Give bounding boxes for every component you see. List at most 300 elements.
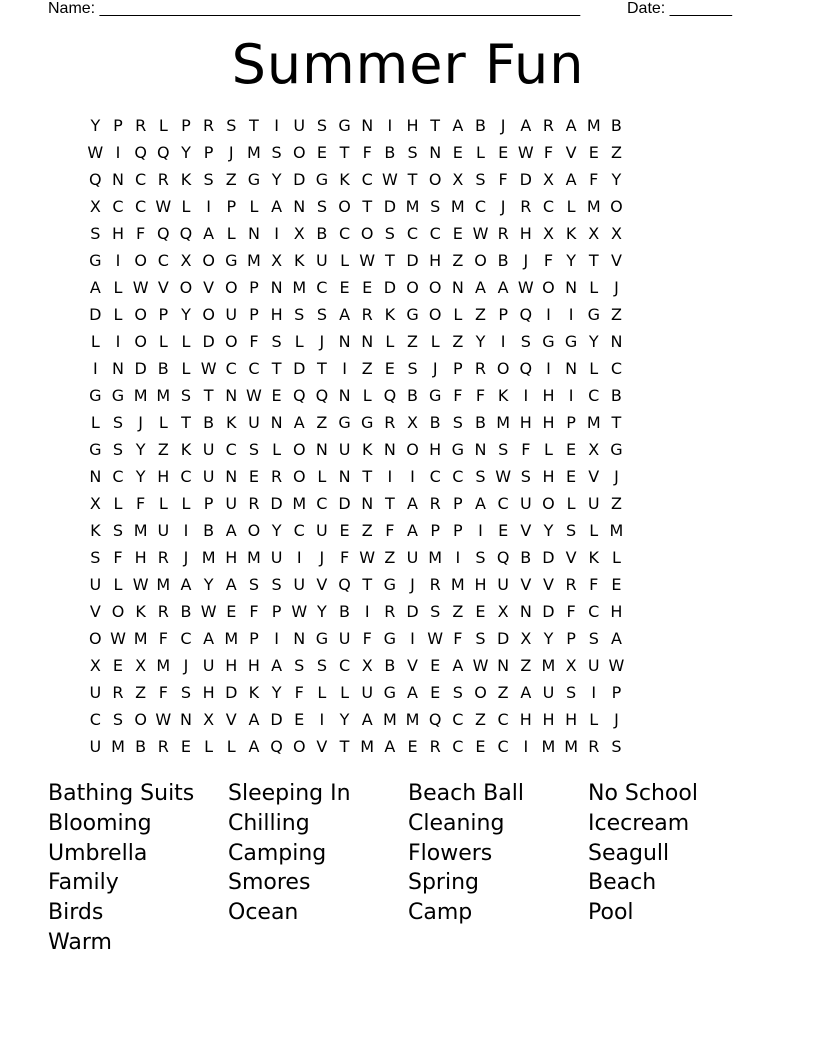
grid-letter: R xyxy=(157,737,169,756)
grid-letter: C xyxy=(180,629,192,648)
grid-letter: F xyxy=(362,629,372,648)
grid-letter: S xyxy=(271,332,282,351)
grid-letter: C xyxy=(361,170,373,189)
grid-letter: X xyxy=(271,251,283,270)
grid-letter: R xyxy=(157,170,169,189)
grid-letter: L xyxy=(589,521,599,540)
grid-letter: F xyxy=(136,224,146,243)
grid-row xyxy=(84,517,734,544)
grid-letter: E xyxy=(566,467,577,486)
grid-letter: Z xyxy=(157,440,169,459)
grid-letter: V xyxy=(225,710,237,729)
grid-letter: W xyxy=(200,602,217,621)
grid-letter: U xyxy=(202,467,215,486)
grid-letter: M xyxy=(247,548,261,567)
grid-letter: Z xyxy=(316,413,328,432)
grid-letter: D xyxy=(383,278,397,297)
grid-letter: N xyxy=(293,197,306,216)
grid-letter: N xyxy=(451,278,464,297)
grid-letter: Z xyxy=(475,305,486,324)
grid-letter: A xyxy=(475,494,486,513)
grid-letter: W xyxy=(472,656,489,675)
grid-letter: P xyxy=(113,116,123,135)
grid-letter: F xyxy=(362,143,372,162)
grid-letter: Z xyxy=(452,332,464,351)
grid-letter: H xyxy=(519,224,532,243)
grid-letter: Q xyxy=(89,170,102,189)
grid-letter: I xyxy=(591,683,597,702)
grid-letter: Z xyxy=(610,305,622,324)
grid-letter: L xyxy=(113,575,123,594)
grid-row xyxy=(84,436,734,463)
grid-letter: F xyxy=(113,548,123,567)
grid-letter: B xyxy=(474,413,486,432)
grid-letter: X xyxy=(89,656,101,675)
grid-letter: F xyxy=(385,521,395,540)
grid-letter: Z xyxy=(475,710,486,729)
grid-letter: Y xyxy=(271,170,282,189)
grid-letter: B xyxy=(316,224,328,243)
grid-letter: P xyxy=(611,683,622,702)
grid-letter: H xyxy=(202,683,215,702)
grid-letter: U xyxy=(519,494,532,513)
grid-letter: L xyxy=(589,359,599,378)
grid-letter: S xyxy=(520,467,531,486)
grid-letter: P xyxy=(249,305,259,324)
grid-letter: E xyxy=(339,278,350,297)
grid-letter: X xyxy=(520,629,532,648)
grid-letter: X xyxy=(588,440,600,459)
grid-letter: D xyxy=(89,305,102,324)
grid-letter: S xyxy=(226,116,237,135)
grid-letter: I xyxy=(319,710,325,729)
grid-letter: D xyxy=(134,359,147,378)
grid-letter: N xyxy=(89,467,102,486)
grid-letter: P xyxy=(453,494,463,513)
grid-letter: W xyxy=(132,278,149,297)
grid-letter: S xyxy=(475,170,486,189)
grid-letter: B xyxy=(520,548,532,567)
grid-letter: Z xyxy=(610,143,622,162)
grid-letter: Y xyxy=(543,629,554,648)
grid-letter: Q xyxy=(338,575,351,594)
grid-letter: E xyxy=(339,521,350,540)
grid-letter: M xyxy=(586,197,601,216)
grid-letter: A xyxy=(180,575,192,594)
grid-letter: M xyxy=(586,116,601,135)
grid-letter: Z xyxy=(361,521,373,540)
grid-letter: Y xyxy=(339,710,350,729)
grid-letter: O xyxy=(406,278,419,297)
grid-letter: H xyxy=(406,116,419,135)
grid-letter: S xyxy=(475,467,486,486)
grid-letter: I xyxy=(274,116,279,135)
word-list-item: Icecream xyxy=(588,810,690,836)
grid-letter: L xyxy=(113,305,123,324)
grid-letter: D xyxy=(496,629,510,648)
grid-letter: U xyxy=(89,575,102,594)
grid-letter: S xyxy=(271,575,282,594)
grid-letter: L xyxy=(543,440,553,459)
grid-letter: L xyxy=(317,683,327,702)
grid-letter: O xyxy=(224,278,238,297)
grid-letter: N xyxy=(338,467,351,486)
grid-letter: X xyxy=(293,224,305,243)
grid-letter: C xyxy=(610,359,622,378)
grid-row xyxy=(84,733,734,760)
grid-letter: M xyxy=(111,737,125,756)
grid-letter: L xyxy=(294,332,304,351)
grid-letter: A xyxy=(384,737,396,756)
grid-letter: T xyxy=(588,251,599,270)
grid-letter: P xyxy=(203,494,214,513)
grid-letter: Y xyxy=(271,683,282,702)
grid-letter: G xyxy=(361,413,374,432)
grid-letter: E xyxy=(362,278,373,297)
grid-letter: X xyxy=(542,170,554,189)
grid-letter: I xyxy=(342,359,347,378)
grid-letter: R xyxy=(474,359,487,378)
grid-letter: S xyxy=(316,197,327,216)
grid-letter: T xyxy=(362,575,373,594)
grid-letter: B xyxy=(203,521,215,540)
grid-letter: M xyxy=(156,656,171,675)
grid-letter: A xyxy=(565,116,577,135)
grid-letter: O xyxy=(134,305,147,324)
letter-grid xyxy=(84,112,734,760)
grid-letter: C xyxy=(89,710,101,729)
grid-letter: R xyxy=(429,575,441,594)
grid-letter: W xyxy=(291,602,308,621)
grid-letter: S xyxy=(498,440,509,459)
grid-letter: T xyxy=(430,116,441,135)
grid-letter: B xyxy=(384,143,396,162)
grid-letter: A xyxy=(497,278,509,297)
grid-letter: O xyxy=(202,251,215,270)
grid-letter: F xyxy=(136,494,146,513)
grid-letter: W xyxy=(495,467,512,486)
grid-letter: X xyxy=(180,251,192,270)
grid-letter: E xyxy=(180,737,191,756)
grid-row xyxy=(84,193,734,220)
grid-letter: S xyxy=(475,629,486,648)
grid-letter: V xyxy=(520,521,532,540)
word-list-item: No School xyxy=(588,781,698,806)
grid-letter: N xyxy=(112,359,124,378)
grid-letter: G xyxy=(383,683,397,702)
grid-letter: I xyxy=(568,305,574,324)
grid-letter: O xyxy=(542,278,555,297)
grid-letter: H xyxy=(111,224,124,243)
grid-letter: F xyxy=(294,683,304,702)
grid-letter: A xyxy=(407,683,418,702)
grid-letter: F xyxy=(158,683,168,702)
word-list-item: Warm xyxy=(48,929,112,955)
grid-letter: E xyxy=(475,737,486,756)
grid-letter: I xyxy=(387,467,393,486)
grid-letter: T xyxy=(271,359,282,378)
grid-letter: W xyxy=(110,629,126,648)
grid-letter: P xyxy=(566,629,576,648)
grid-letter: U xyxy=(406,548,419,567)
grid-letter: F xyxy=(589,575,599,594)
grid-letter: B xyxy=(157,359,169,378)
grid-letter: E xyxy=(498,143,509,162)
grid-letter: W xyxy=(359,251,376,270)
grid-letter: A xyxy=(520,683,532,702)
grid-letter: Y xyxy=(543,521,554,540)
grid-letter: R xyxy=(497,224,509,243)
grid-letter: Q xyxy=(157,224,170,243)
grid-letter: A xyxy=(520,116,532,135)
grid-letter: G xyxy=(542,332,555,351)
grid-letter: V xyxy=(588,467,600,486)
grid-letter: B xyxy=(610,116,622,135)
grid-row xyxy=(84,571,734,598)
grid-letter: H xyxy=(519,413,532,432)
grid-letter: S xyxy=(520,332,531,351)
grid-letter: D xyxy=(225,683,238,702)
grid-letter: A xyxy=(271,197,283,216)
grid-letter: H xyxy=(157,467,170,486)
grid-letter: O xyxy=(428,170,442,189)
word-list xyxy=(48,779,768,958)
grid-letter: M xyxy=(405,710,420,729)
grid-letter: O xyxy=(292,440,306,459)
grid-letter: E xyxy=(475,602,486,621)
grid-row xyxy=(84,679,734,706)
grid-letter: U xyxy=(587,494,600,513)
grid-letter: L xyxy=(340,251,349,270)
grid-letter: H xyxy=(542,710,555,729)
grid-letter: Y xyxy=(181,143,191,162)
grid-letter: S xyxy=(180,386,192,405)
grid-row xyxy=(84,706,734,733)
grid-letter: L xyxy=(566,197,576,216)
grid-row xyxy=(84,382,734,409)
grid-letter: W xyxy=(517,278,534,297)
grid-letter: N xyxy=(293,629,306,648)
grid-letter: Y xyxy=(203,575,214,594)
grid-letter: O xyxy=(406,440,419,459)
word-list-item: Ocean xyxy=(228,900,299,926)
grid-letter: C xyxy=(112,197,124,216)
grid-letter: D xyxy=(202,332,215,351)
grid-letter: C xyxy=(338,656,351,675)
grid-letter: M xyxy=(382,710,397,729)
grid-letter: S xyxy=(588,629,599,648)
grid-letter: B xyxy=(339,602,351,621)
grid-letter: B xyxy=(384,656,396,675)
grid-letter: H xyxy=(610,602,623,621)
grid-letter: D xyxy=(270,710,283,729)
word-list-item: Family xyxy=(48,870,119,896)
grid-letter: S xyxy=(430,197,441,216)
grid-letter: P xyxy=(181,116,191,135)
grid-letter: O xyxy=(292,737,306,756)
grid-letter: I xyxy=(206,197,211,216)
grid-letter: C xyxy=(225,359,237,378)
grid-letter: S xyxy=(112,440,124,459)
grid-letter: R xyxy=(429,737,441,756)
grid-letter: C xyxy=(406,224,419,243)
grid-letter: S xyxy=(294,656,305,675)
grid-letter: L xyxy=(158,332,168,351)
grid-letter: F xyxy=(498,170,508,189)
grid-letter: X xyxy=(497,602,509,621)
grid-letter: U xyxy=(497,575,509,594)
grid-letter: U xyxy=(316,251,328,270)
grid-letter: C xyxy=(497,494,509,513)
grid-letter: L xyxy=(589,710,599,729)
grid-letter: B xyxy=(429,413,441,432)
grid-letter: C xyxy=(452,467,464,486)
grid-letter: W xyxy=(427,629,444,648)
grid-letter: O xyxy=(292,143,306,162)
grid-row xyxy=(84,490,734,517)
grid-letter: A xyxy=(565,170,577,189)
grid-letter: M xyxy=(450,197,465,216)
grid-letter: G xyxy=(338,116,351,135)
grid-letter: B xyxy=(203,413,215,432)
grid-letter: W xyxy=(381,170,398,189)
grid-letter: J xyxy=(183,656,189,675)
grid-letter: M xyxy=(292,278,307,297)
grid-letter: I xyxy=(546,359,551,378)
grid-letter: L xyxy=(385,332,395,351)
grid-letter: M xyxy=(360,737,375,756)
grid-letter: V xyxy=(610,251,622,270)
grid-letter: V xyxy=(407,656,418,675)
grid-letter: H xyxy=(542,386,555,405)
grid-letter: M xyxy=(541,737,556,756)
word-list-item: Blooming xyxy=(48,810,152,836)
grid-letter: A xyxy=(203,629,215,648)
grid-letter: M xyxy=(609,521,624,540)
grid-letter: X xyxy=(89,494,101,513)
grid-letter: C xyxy=(293,521,305,540)
grid-letter: K xyxy=(588,548,600,567)
grid-letter: P xyxy=(249,629,259,648)
grid-letter: L xyxy=(90,332,100,351)
grid-letter: L xyxy=(611,548,621,567)
word-list-item: Spring xyxy=(408,870,479,896)
grid-letter: R xyxy=(384,602,396,621)
grid-letter: O xyxy=(179,278,193,297)
grid-letter: L xyxy=(566,494,576,513)
grid-letter: U xyxy=(89,683,102,702)
grid-letter: R xyxy=(135,116,147,135)
grid-letter: C xyxy=(497,710,509,729)
grid-letter: E xyxy=(271,386,282,405)
grid-letter: Q xyxy=(496,548,510,567)
grid-letter: B xyxy=(497,251,509,270)
grid-letter: L xyxy=(181,197,191,216)
grid-letter: M xyxy=(133,386,148,405)
grid-letter: S xyxy=(384,224,395,243)
grid-letter: H xyxy=(474,575,487,594)
grid-letter: N xyxy=(429,143,442,162)
grid-letter: M xyxy=(564,737,579,756)
grid-letter: Q xyxy=(315,386,329,405)
grid-letter: I xyxy=(500,332,506,351)
grid-letter: F xyxy=(543,143,554,162)
word-list-item: Sleeping In xyxy=(228,781,351,806)
grid-letter: F xyxy=(249,602,259,621)
grid-letter: E xyxy=(430,656,441,675)
grid-letter: X xyxy=(407,413,418,432)
grid-letter: Y xyxy=(475,332,486,351)
grid-letter: I xyxy=(115,251,121,270)
grid-letter: R xyxy=(203,116,215,135)
word-list-item: Beach Ball xyxy=(408,781,524,806)
word-list-item: Smores xyxy=(228,870,311,896)
grid-letter: O xyxy=(428,278,442,297)
grid-letter: D xyxy=(270,494,283,513)
grid-letter: C xyxy=(452,737,464,756)
grid-letter: Q xyxy=(519,359,533,378)
grid-letter: C xyxy=(112,467,124,486)
grid-letter: L xyxy=(249,197,259,216)
word-list-item: Camp xyxy=(408,900,473,926)
grid-letter: M xyxy=(133,521,148,540)
grid-letter: M xyxy=(292,494,307,513)
grid-letter: U xyxy=(542,683,555,702)
grid-letter: G xyxy=(111,386,125,405)
grid-letter: I xyxy=(410,629,415,648)
grid-letter: F xyxy=(566,602,576,621)
grid-letter: V xyxy=(542,575,554,594)
grid-letter: G xyxy=(247,170,261,189)
grid-letter: N xyxy=(247,224,260,243)
name-field-label: Name: ______________________________________________________ xyxy=(48,0,581,17)
grid-row xyxy=(84,355,734,382)
grid-letter: L xyxy=(113,278,123,297)
grid-letter: O xyxy=(542,494,555,513)
grid-letter: Q xyxy=(428,710,442,729)
grid-letter: A xyxy=(248,710,260,729)
grid-letter: N xyxy=(565,359,578,378)
grid-letter: R xyxy=(248,494,260,513)
grid-letter: Y xyxy=(317,602,327,621)
grid-letter: U xyxy=(202,656,215,675)
grid-letter: Z xyxy=(135,683,147,702)
grid-letter: S xyxy=(203,170,214,189)
grid-letter: Z xyxy=(610,494,622,513)
grid-letter: C xyxy=(316,494,328,513)
grid-letter: W xyxy=(246,386,262,405)
grid-letter: V xyxy=(565,143,577,162)
grid-letter: C xyxy=(225,440,237,459)
grid-letter: E xyxy=(248,467,259,486)
grid-letter: O xyxy=(247,521,261,540)
grid-row xyxy=(84,139,734,166)
grid-letter: M xyxy=(156,575,171,594)
grid-letter: C xyxy=(542,197,555,216)
word-list-item: Chilling xyxy=(228,810,310,836)
grid-letter: K xyxy=(248,683,260,702)
grid-letter: X xyxy=(203,710,215,729)
grid-letter: H xyxy=(542,467,555,486)
grid-letter: N xyxy=(383,440,396,459)
grid-letter: A xyxy=(248,737,260,756)
grid-letter: L xyxy=(181,359,191,378)
grid-letter: X xyxy=(542,224,554,243)
grid-letter: E xyxy=(226,602,237,621)
grid-letter: U xyxy=(202,440,215,459)
grid-letter: Q xyxy=(292,386,306,405)
grid-letter: H xyxy=(247,656,260,675)
